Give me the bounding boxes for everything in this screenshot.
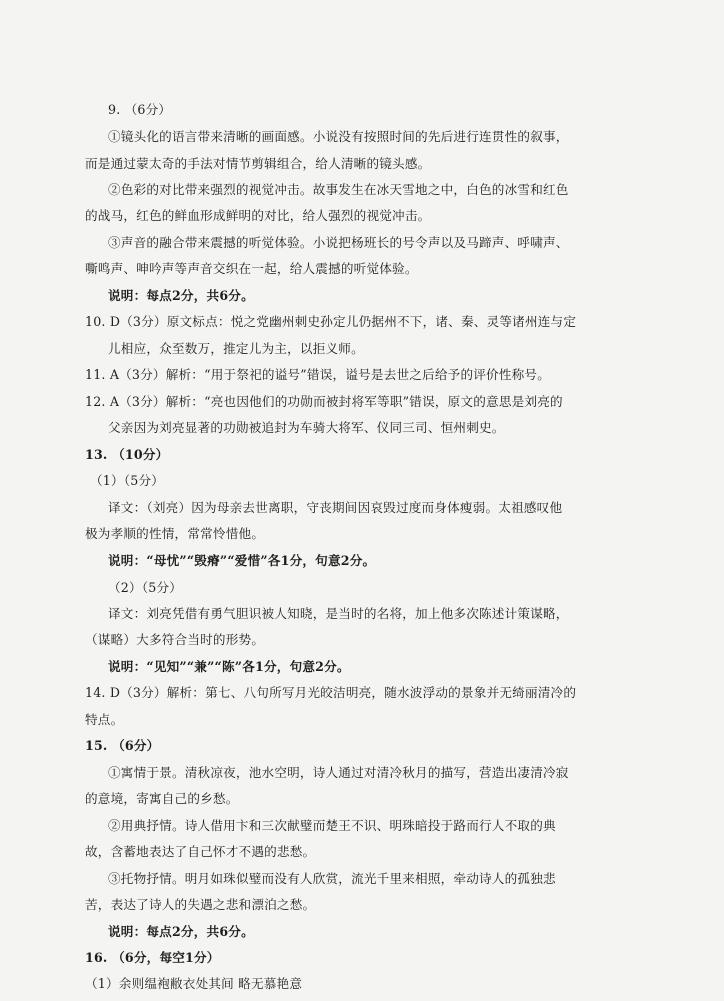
text-line: 儿相应，众至数万，推定儿为主，以拒义师。 (108, 341, 364, 356)
q14-line: 14. D（3分）解析：第七、八句所写月光皎洁明亮，随水波浮动的景象并无绮丽清冷的 (85, 685, 577, 700)
scoring-note: 说明：每点2分，共6分。 (108, 924, 254, 939)
scoring-note: 说明：“见知”“兼”“陈”各1分，句意2分。 (108, 659, 350, 674)
text-line: ②用典抒情。诗人借用卞和三次献璧而楚王不识、明珠暗投于路而行人不取的典 (108, 818, 556, 833)
q11-line: 11. A（3分）解析：“用于祭祀的谥号”错误，谥号是去世之后给予的评价性称号。 (85, 367, 551, 382)
scoring-note: 说明：每点2分，共6分。 (108, 288, 254, 303)
sub-heading: （2）（5分） (108, 580, 183, 595)
text-line: 特点。 (85, 712, 124, 727)
q16-heading: 16. （6分，每空1分） (85, 950, 220, 965)
text-line: 极为孝顺的性情，常常怜惜他。 (85, 526, 265, 541)
text-line: ③声音的融合带来震撼的听觉体验。小说把杨班长的号令声以及马蹄声、呼啸声、 (108, 235, 569, 250)
text-line: 译文：刘亮凭借有勇气胆识被人知晓，是当时的名将，加上他多次陈述计策谋略， (108, 606, 569, 621)
q9-heading: 9. （6分） (108, 102, 172, 117)
text-line: 的战马，红色的鲜血形成鲜明的对比，给人强烈的视觉冲击。 (85, 208, 431, 223)
q12-line: 12. A（3分）解析：“亮也因他们的功勋而被封将军等职”错误，原文的意思是刘亮的 (85, 394, 563, 409)
text-line: 嘶鸣声、呻吟声等声音交织在一起，给人震撼的听觉体验。 (85, 261, 418, 276)
text-line: （1）余则缊袍敝衣处其间 略无慕艳意 (85, 976, 303, 991)
q10-line: 10. D（3分）原文标点：悦之党幽州刺史孙定儿仍据州不下，诸、秦、灵等诸州连与定 (85, 314, 577, 329)
text-line: ①镜头化的语言带来清晰的画面感。小说没有按照时间的先后进行连贯性的叙事， (108, 129, 569, 144)
sub-heading: （1）（5分） (90, 473, 165, 488)
q15-heading: 15. （6分） (85, 738, 160, 753)
text-line: 的意境，寄寓自己的乡愁。 (85, 791, 239, 806)
text-line: 苦，表达了诗人的失遇之悲和漂泊之愁。 (85, 897, 316, 912)
scoring-note: 说明：“母忧”“毁瘠”“爱惜”各1分，句意2分。 (108, 553, 376, 568)
q13-heading: 13. （10分） (85, 447, 169, 462)
text-line: 故，含蓄地表达了自己怀才不遇的悲愁。 (85, 844, 316, 859)
text-line: 父亲因为刘亮显著的功勋被追封为车骑大将军、仪同三司、恒州刺史。 (108, 420, 505, 435)
text-line: ③托物抒情。明月如珠似璧而没有人欣赏，流光千里来相照，牵动诗人的孤独悲 (108, 871, 556, 886)
text-line: 而是通过蒙太奇的手法对情节剪辑组合，给人清晰的镜头感。 (85, 156, 431, 171)
text-line: ②色彩的对比带来强烈的视觉冲击。故事发生在冰天雪地之中，白色的冰雪和红色 (108, 182, 569, 197)
text-line: 译文：（刘亮）因为母亲去世离职，守丧期间因哀毁过度而身体瘦弱。太祖感叹他 (108, 500, 563, 515)
text-line: （谋略）大多符合当时的形势。 (85, 632, 265, 647)
text-line: ①寓情于景。清秋凉夜，池水空明，诗人通过对清冷秋月的描写，营造出凄清冷寂 (108, 765, 569, 780)
